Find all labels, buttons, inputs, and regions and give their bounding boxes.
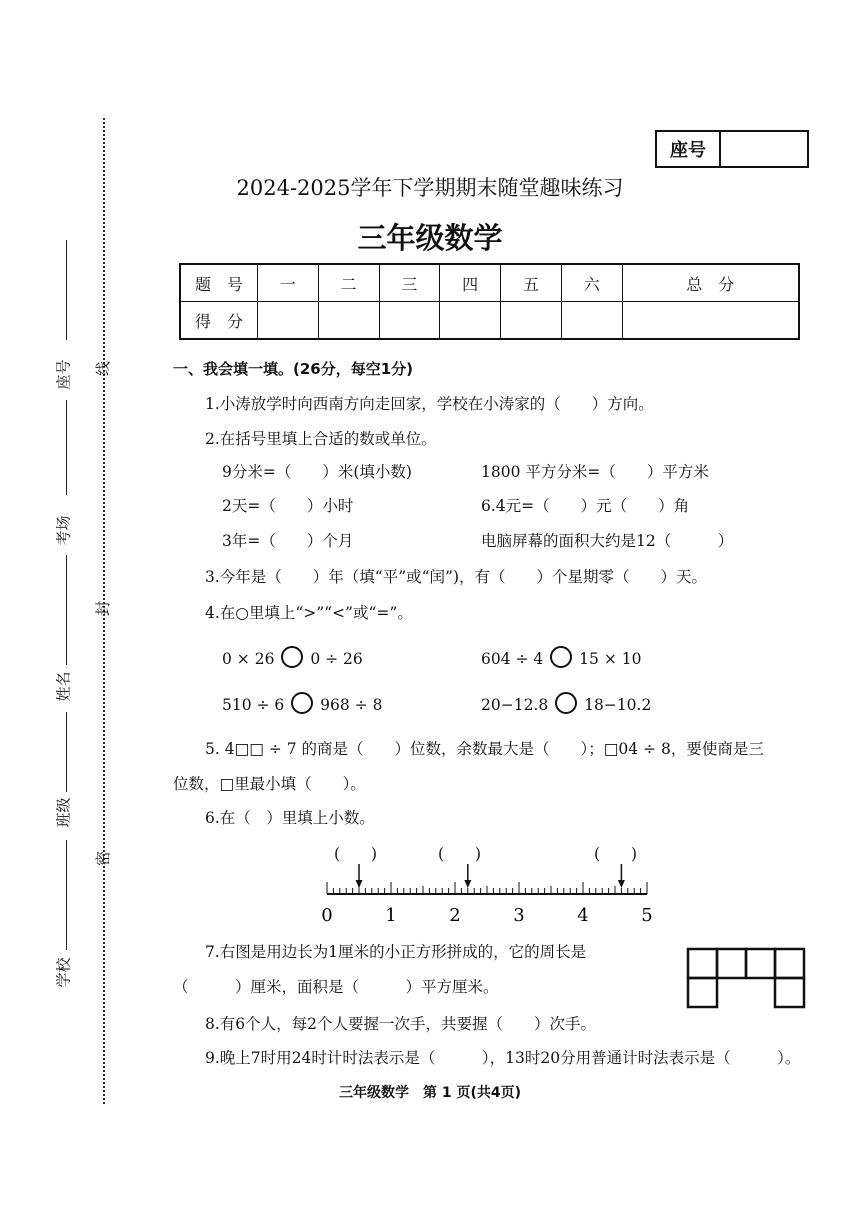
figure-square	[746, 949, 775, 978]
q4b-right: 15 × 10	[579, 650, 642, 668]
question-4b	[481, 646, 641, 668]
number-line-label: 1	[385, 905, 397, 926]
score-cell[interactable]	[440, 302, 501, 340]
binding-char-feng: 封	[94, 600, 113, 617]
number-line	[315, 860, 665, 930]
question-8: 8.有6个人，每2个人要握一次手，共要握（ ）次手。	[205, 1015, 597, 1033]
school-label: 学校	[54, 957, 73, 988]
square-figure	[686, 947, 808, 1009]
exam-room-label: 考场	[54, 515, 73, 546]
question-9: 9.晚上7时用24时计时法表示是（ ），13时20分用普通计时法表示是（ ）。	[205, 1049, 801, 1067]
question-2f: 电脑屏幕的面积大约是12（ ）	[481, 532, 734, 550]
name-label: 姓名	[54, 671, 73, 702]
compare-circle[interactable]	[281, 646, 303, 668]
q4a-left: 0 × 26	[222, 650, 275, 668]
figure-square	[688, 949, 717, 978]
score-table-header-cell: 总 分	[622, 264, 799, 302]
score-table-score-row	[180, 302, 799, 340]
binding-char-xian: 线	[94, 360, 113, 377]
figure-square	[775, 949, 804, 978]
question-7-line-1: 7.右图是用边长为1厘米的小正方形拼成的，它的周长是	[205, 943, 587, 961]
exam-room-line	[66, 400, 67, 495]
score-table-header-cell: 一	[258, 264, 319, 302]
question-2: 2.在括号里填上合适的数或单位。	[205, 430, 437, 448]
number-line-label: 5	[641, 905, 653, 926]
q4d-right: 18−10.2	[584, 696, 652, 714]
number-line-label: 3	[513, 905, 525, 926]
class-label: 班级	[54, 797, 73, 828]
compare-circle[interactable]	[291, 692, 313, 714]
compare-circle[interactable]	[550, 646, 572, 668]
seat-number-box	[655, 130, 809, 168]
binding-char-mi: 密	[94, 850, 113, 867]
numberline-blank-2[interactable]: ( )	[438, 845, 482, 863]
score-table-header-cell: 六	[561, 264, 622, 302]
number-line-label: 2	[449, 905, 461, 926]
score-table	[179, 263, 800, 340]
seat-number-label: 座号	[54, 359, 73, 390]
subject-title: 三年级数学	[357, 221, 503, 255]
figure-square	[717, 949, 746, 978]
figure-square	[688, 978, 717, 1007]
q4c-right: 968 ÷ 8	[320, 696, 383, 714]
seat-number-box-field[interactable]	[721, 132, 807, 166]
page-footer: 三年级数学 第 1 页(共4页)	[338, 1085, 522, 1101]
question-2a: 9分米=（ ）米(填小数)	[222, 463, 412, 481]
section-1-heading: 一、我会填一填。(26分，每空1分)	[173, 360, 414, 378]
number-line-arrowhead	[464, 880, 471, 888]
compare-circle[interactable]	[555, 692, 577, 714]
seat-number-box-label: 座号	[657, 132, 721, 166]
score-table-header-cell: 三	[379, 264, 440, 302]
score-row-label: 得 分	[180, 302, 258, 340]
score-cell[interactable]	[622, 302, 799, 340]
question-4a	[222, 646, 363, 668]
question-7-line-2: （ ）厘米，面积是（ ）平方厘米。	[173, 978, 499, 996]
score-table-header-cell: 四	[440, 264, 501, 302]
number-line-label: 0	[321, 905, 333, 926]
score-cell[interactable]	[561, 302, 622, 340]
numberline-blank-3[interactable]: ( )	[594, 845, 638, 863]
question-2b: 1800 平方分米=（ ）平方米	[481, 463, 709, 481]
q4b-left: 604 ÷ 4	[481, 650, 544, 668]
score-table-header-row	[180, 264, 799, 302]
question-6: 6.在（ ）里填上小数。	[205, 809, 375, 827]
figure-square	[775, 978, 804, 1007]
number-line-label: 4	[577, 905, 589, 926]
name-line	[66, 555, 67, 665]
question-2c: 2天=（ ）小时	[222, 497, 354, 515]
question-3: 3.今年是（ ）年（填“平”或“闰”)，有（ ）个星期零（ ）天。	[205, 568, 708, 586]
number-line-arrowhead	[618, 880, 625, 888]
question-2d: 6.4元=（ ）元（ ）角	[481, 497, 690, 515]
q4d-left: 20−12.8	[481, 696, 549, 714]
score-table-header-cell: 二	[318, 264, 379, 302]
numberline-blank-1[interactable]: ( )	[334, 845, 378, 863]
score-cell[interactable]	[318, 302, 379, 340]
score-table-header-cell: 五	[501, 264, 562, 302]
number-line-arrowhead	[356, 880, 363, 888]
question-5-line-2: 位数，□里最小填（ ）。	[173, 775, 366, 793]
question-2e: 3年=（ ）个月	[222, 532, 354, 550]
question-5-line-1: 5. 4□□ ÷ 7 的商是（ ）位数，余数最大是（ ）；□04 ÷ 8，要使商是三	[205, 740, 764, 758]
class-line	[66, 712, 67, 792]
score-cell[interactable]	[379, 302, 440, 340]
school-line	[66, 840, 67, 950]
score-cell[interactable]	[258, 302, 319, 340]
score-table-header-cell: 题 号	[180, 264, 258, 302]
q4a-right: 0 ÷ 26	[310, 650, 363, 668]
question-1: 1.小涛放学时向西南方向走回家，学校在小涛家的（ ）方向。	[205, 395, 654, 413]
q4c-left: 510 ÷ 6	[222, 696, 285, 714]
exam-title: 2024-2025学年下学期期末随堂趣味练习	[236, 176, 624, 200]
question-4: 4.在○里填上“>”“<”或“=”。	[205, 604, 413, 622]
question-4d	[481, 692, 651, 714]
question-4c	[222, 692, 382, 714]
score-cell[interactable]	[501, 302, 562, 340]
